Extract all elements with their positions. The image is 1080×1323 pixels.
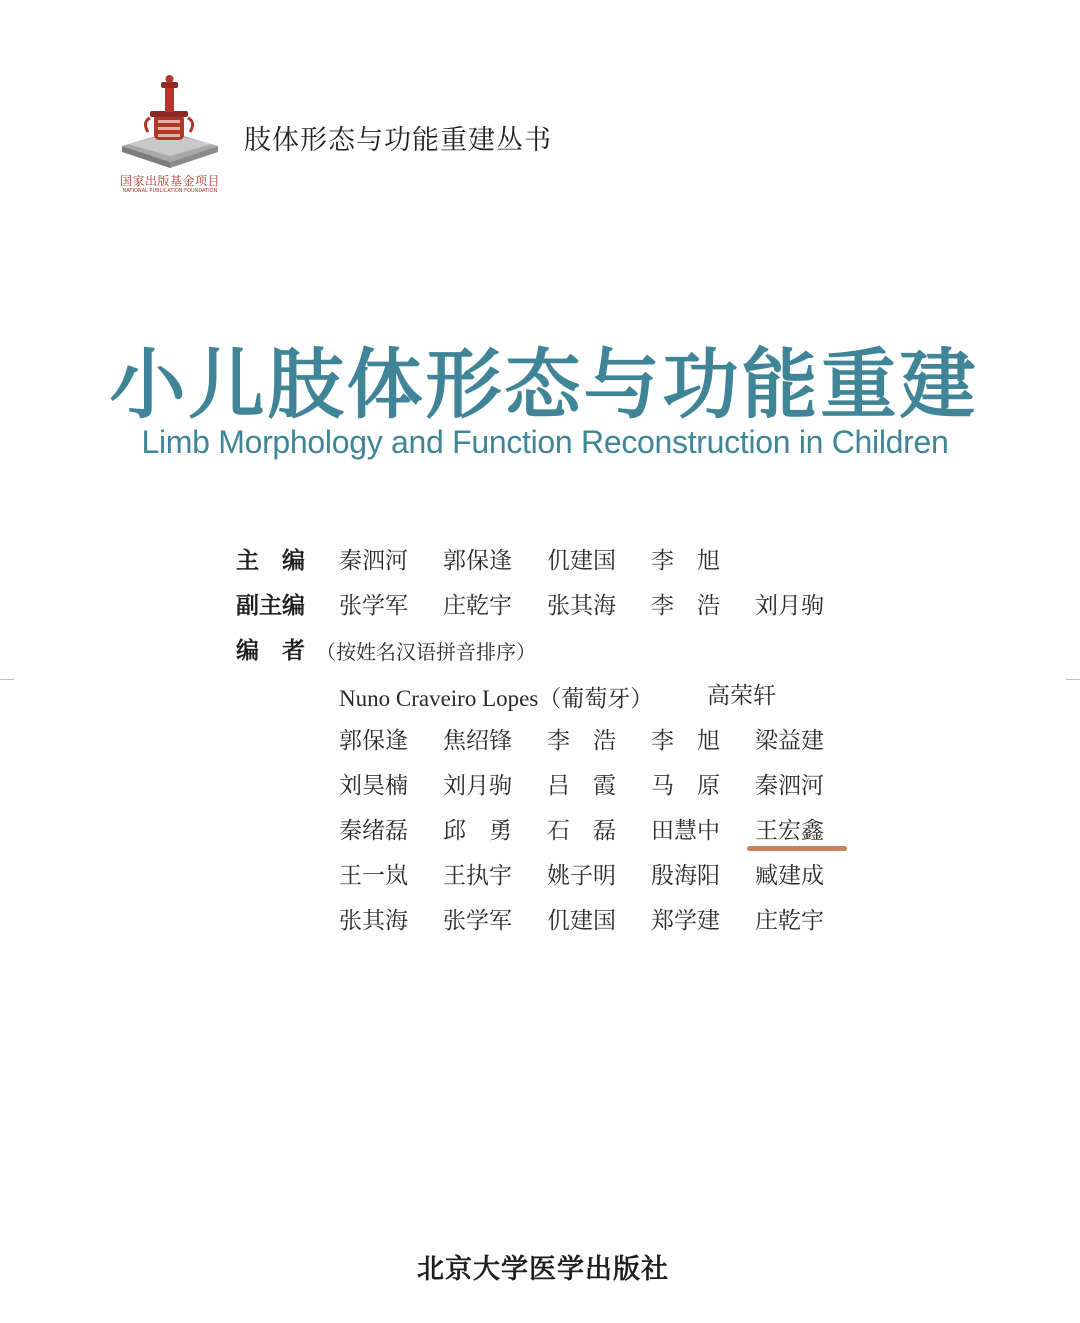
associate-editors-label: 副主编 — [236, 593, 305, 619]
highlight-underline — [747, 846, 847, 851]
author-name: 郭保逢 — [339, 728, 408, 754]
author-name: 邱 勇 — [443, 818, 512, 844]
publication-foundation-logo — [114, 74, 226, 196]
author-name: 马 原 — [651, 773, 720, 799]
author-name: 殷海阳 — [651, 863, 720, 889]
associate-editor-name: 李 浩 — [651, 593, 720, 619]
book-title-en: Limb Morphology and Function Reconstruction in Children — [141, 424, 949, 460]
book-title-cn: 小儿肢体形态与功能重建 — [109, 340, 979, 429]
chief-editors-label: 主 编 — [236, 548, 305, 574]
author-name: 焦绍锋 — [443, 728, 512, 754]
author-name: 高荣轩 — [707, 683, 776, 709]
logo-name-en: NATIONAL PUBLICATION FOUNDATION — [122, 188, 218, 194]
associate-editor-name: 张学军 — [339, 593, 408, 619]
associate-editor-name: 刘月驹 — [755, 593, 824, 619]
chief-editor-name: 仉建国 — [547, 548, 616, 574]
author-name: 刘月驹 — [443, 773, 512, 799]
chief-editor-name: 郭保逢 — [443, 548, 512, 574]
author-name: 张学军 — [443, 908, 512, 934]
authors-label: 编 者 — [236, 638, 305, 664]
author-name: 庄乾宇 — [755, 908, 824, 934]
foreign-author-name: Nuno Craveiro Lopes（葡萄牙） — [339, 686, 654, 711]
author-name: 秦泗河 — [755, 773, 824, 799]
author-name: 田慧中 — [651, 818, 720, 844]
author-name: 李 浩 — [547, 728, 616, 754]
author-name: 姚子明 — [547, 863, 616, 889]
author-name: 梁益建 — [755, 728, 824, 754]
associate-editor-name: 庄乾宇 — [443, 593, 512, 619]
crop-mark-right — [1066, 679, 1080, 680]
crop-mark-left — [0, 679, 14, 680]
author-name: 臧建成 — [755, 863, 824, 889]
author-name: 李 旭 — [651, 728, 720, 754]
author-name: 刘昊楠 — [339, 773, 408, 799]
author-name-highlighted: 王宏鑫 — [755, 818, 824, 844]
series-title: 肢体形态与功能重建丛书 — [244, 125, 552, 156]
associate-editor-name: 张其海 — [547, 593, 616, 619]
author-name: 吕 霞 — [547, 773, 616, 799]
author-name: 秦绪磊 — [339, 818, 408, 844]
author-name: 张其海 — [339, 908, 408, 934]
publisher-name: 北京大学医学出版社 — [417, 1254, 669, 1285]
author-name: 王执宇 — [443, 863, 512, 889]
logo-name-cn: 国家出版基金项目 — [119, 174, 220, 188]
author-name: 王一岚 — [339, 863, 408, 889]
foundation-emblem-icon — [114, 74, 226, 172]
author-name: 仉建国 — [547, 908, 616, 934]
author-name: 石 磊 — [547, 818, 616, 844]
author-name: 郑学建 — [651, 908, 720, 934]
chief-editor-name: 李 旭 — [651, 548, 720, 574]
authors-order-note: （按姓名汉语拼音排序） — [316, 640, 536, 664]
chief-editor-name: 秦泗河 — [339, 548, 408, 574]
